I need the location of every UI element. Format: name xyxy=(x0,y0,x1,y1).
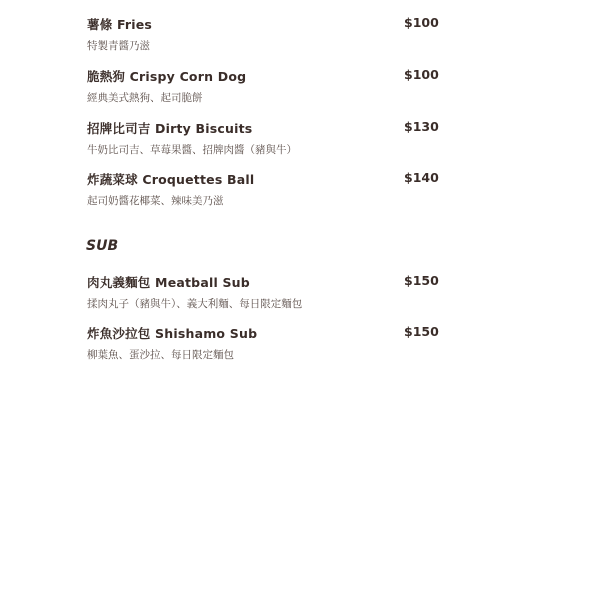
item-description: 牛奶比司吉、草莓果醬、招牌肉醬（豬與牛） xyxy=(87,144,297,156)
item-name: 薯條 Fries xyxy=(87,17,153,32)
menu-item-shishamo-sub xyxy=(87,324,447,362)
menu-item-dirty-biscuits xyxy=(87,119,447,157)
menu-item-croquettes-ball xyxy=(87,170,447,208)
item-name: 炸魚沙拉包 Shishamo Sub xyxy=(87,326,258,341)
item-price: $100 xyxy=(404,15,439,30)
item-price: $130 xyxy=(404,119,439,134)
item-price: $150 xyxy=(404,273,439,288)
section-title-sub: SUB xyxy=(86,238,119,254)
item-name: 招牌比司吉 Dirty Biscuits xyxy=(87,121,253,136)
menu-item-fries xyxy=(87,15,447,53)
item-description: 經典美式熱狗、起司脆餅 xyxy=(87,92,203,104)
menu-item-corn-dog xyxy=(87,67,447,105)
item-name: 肉丸義麵包 Meatball Sub xyxy=(87,275,250,290)
item-price: $100 xyxy=(404,67,439,82)
item-description: 揉肉丸子（豬與牛）、義大利麵、每日限定麵包 xyxy=(87,298,303,310)
item-description: 特製青醬乃滋 xyxy=(87,40,150,52)
item-name: 炸蔬菜球 Croquettes Ball xyxy=(87,172,255,187)
item-description: 起司奶醬花椰菜、辣味美乃滋 xyxy=(87,195,224,207)
item-description: 柳葉魚、蛋沙拉、每日限定麵包 xyxy=(87,349,234,361)
menu-item-meatball-sub xyxy=(87,273,447,311)
item-price: $150 xyxy=(404,324,439,339)
item-name: 脆熱狗 Crispy Corn Dog xyxy=(87,69,247,84)
item-price: $140 xyxy=(404,170,439,185)
